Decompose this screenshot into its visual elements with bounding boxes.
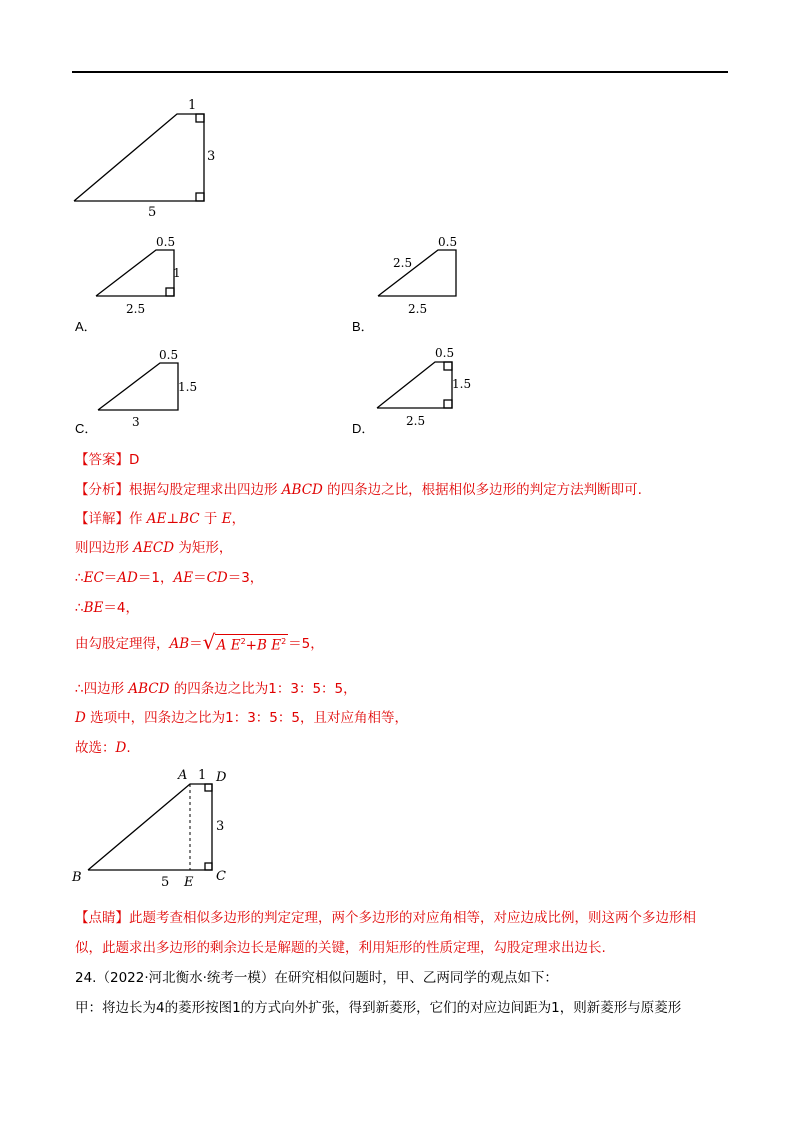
detail-l8-b: D xyxy=(115,740,127,756)
detail-l8-a: 故选： xyxy=(75,740,116,756)
analysis-text-1: 根据勾股定理求出四边形 xyxy=(129,482,278,498)
solution-label-a: A xyxy=(178,768,188,783)
detail-l3-g: ＝ xyxy=(193,570,207,586)
sqrt-sup-1: 2 xyxy=(240,637,246,647)
detail-l3-b: EC xyxy=(83,570,104,586)
solution-label-e: E xyxy=(184,875,194,890)
option-a-figure xyxy=(96,250,174,296)
sqrt-sup-2: 2 xyxy=(281,637,287,647)
sqrt-term-ae: A E xyxy=(216,637,241,654)
answer-tag: 【答案】 xyxy=(75,452,129,468)
comment-line-2: 似，此题求出多边形的剩余边长是解题的关键，利用矩形的性质定理，勾股定理求出边长. xyxy=(75,940,606,956)
detail-l5-c: ＝ xyxy=(189,636,203,652)
detail-l6-c: 的四条边之比为1：3：5：5， xyxy=(173,681,357,697)
detail-l5-d: ＝5， xyxy=(288,636,324,652)
option-d-figure xyxy=(377,362,452,408)
question-text: 在研究相似问题时，甲、乙两同学的观点如下： xyxy=(274,970,558,986)
detail-l3-f: AE xyxy=(173,570,194,586)
solution-label-top: 1 xyxy=(198,768,207,783)
detail-l3-a: ∴ xyxy=(75,570,84,586)
option-b-label-bottom: 2.5 xyxy=(408,302,428,316)
detail-l1-e: ， xyxy=(231,511,246,527)
analysis-line xyxy=(75,478,642,498)
analysis-text-2: 的四条边之比，根据相似多边形的判定方法判断即可. xyxy=(327,482,642,498)
detail-line-8 xyxy=(75,736,131,756)
solution-figure xyxy=(88,784,212,870)
solution-label-b: B xyxy=(72,870,82,885)
detail-l7-b: 选项中，四条边之比为1：3：5：5，且对应角相等， xyxy=(90,710,408,726)
solution-label-d: D xyxy=(216,770,227,785)
question-number: 24. xyxy=(75,970,97,986)
detail-l5-a: 由勾股定理得， xyxy=(75,636,170,652)
sqrt-expression: √ A $E^2+B$ $E^2$ xyxy=(202,630,287,655)
detail-tag: 【详解】 xyxy=(75,511,129,527)
detail-l3-d: AD xyxy=(117,570,138,586)
option-d-label: D． xyxy=(352,421,375,436)
main-label-bottom: 5 xyxy=(148,205,157,220)
detail-l6-a: ∴四边形 xyxy=(75,681,125,697)
main-trapezoid-figure xyxy=(74,114,204,201)
detail-l3-h: CD xyxy=(206,570,228,586)
detail-l3-i: ＝3， xyxy=(227,570,264,586)
solution-label-bottom: 5 xyxy=(161,875,170,890)
detail-line-7 xyxy=(75,706,408,726)
comment-text-1: 此题考查相似多边形的判定定理，两个多边形的对应角相等，对应边成比例，则这两个多边形相 xyxy=(129,910,696,926)
answer-value: D xyxy=(129,452,140,468)
detail-l1-b: AE⊥BC xyxy=(146,511,200,527)
option-d-label-top: 0.5 xyxy=(435,346,455,360)
detail-l5-b: AB xyxy=(169,636,190,652)
solution-label-right: 3 xyxy=(216,819,225,834)
answer-line xyxy=(75,448,139,468)
option-a-label-bottom: 2.5 xyxy=(126,302,146,316)
solution-label-c: C xyxy=(216,869,226,884)
question-line-2: 甲：将边长为4的菱形按图1的方式向外扩张，得到新菱形，它们的对应边间距为1，则新菱形与原菱形 xyxy=(75,1000,682,1016)
option-b-label: B． xyxy=(352,319,374,334)
option-d-label-bottom: 2.5 xyxy=(406,414,426,428)
detail-l8-c: . xyxy=(126,740,131,756)
detail-l1-d: E xyxy=(221,511,232,527)
detail-l2-b: AECD xyxy=(133,540,175,556)
detail-l4-a: ∴ xyxy=(75,600,84,616)
detail-l1-a: 作 xyxy=(129,511,143,527)
detail-l2-c: 为矩形， xyxy=(178,540,233,556)
detail-l4-b: BE xyxy=(83,600,104,616)
question-source: （2022·河北衡水·统考一模） xyxy=(96,970,275,986)
sqrt-term-be: B E xyxy=(256,637,282,654)
analysis-var: ABCD xyxy=(281,482,323,498)
option-b-label-left: 2.5 xyxy=(393,256,413,270)
detail-l3-c: ＝ xyxy=(103,570,118,586)
detail-line-1 xyxy=(75,507,245,527)
option-a-label: A． xyxy=(75,319,97,334)
detail-l6-b: ABCD xyxy=(128,681,170,697)
detail-line-4 xyxy=(75,596,139,616)
detail-l7-a: D xyxy=(75,710,86,726)
option-c-label-bottom: 3 xyxy=(132,415,140,429)
option-b-figure xyxy=(378,250,456,296)
detail-line-2 xyxy=(75,536,232,556)
detail-l3-e: ＝1， xyxy=(137,570,174,586)
sqrt-plus: + xyxy=(245,637,257,654)
option-d-label-right: 1.5 xyxy=(452,377,472,391)
detail-l1-c: 于 xyxy=(203,511,218,527)
question-line-1 xyxy=(75,966,558,986)
option-c-label-top: 0.5 xyxy=(159,348,179,362)
detail-line-3 xyxy=(75,566,263,586)
analysis-tag: 【分析】 xyxy=(75,482,129,498)
detail-line-5 xyxy=(75,632,324,654)
option-c-label: C． xyxy=(75,421,98,436)
comment-line-1 xyxy=(75,906,696,926)
detail-l4-c: ＝4， xyxy=(103,600,139,616)
option-c-figure xyxy=(98,363,178,410)
main-label-top: 1 xyxy=(188,98,197,113)
detail-l2-a: 则四边形 xyxy=(75,540,129,556)
comment-tag: 【点睛】 xyxy=(75,910,129,926)
option-a-label-top: 0.5 xyxy=(156,235,176,249)
option-a-label-right: 1 xyxy=(173,266,181,280)
main-label-right: 3 xyxy=(207,149,216,164)
detail-line-6 xyxy=(75,677,357,697)
option-b-label-top: 0.5 xyxy=(438,235,458,249)
option-c-label-right: 1.5 xyxy=(178,380,198,394)
